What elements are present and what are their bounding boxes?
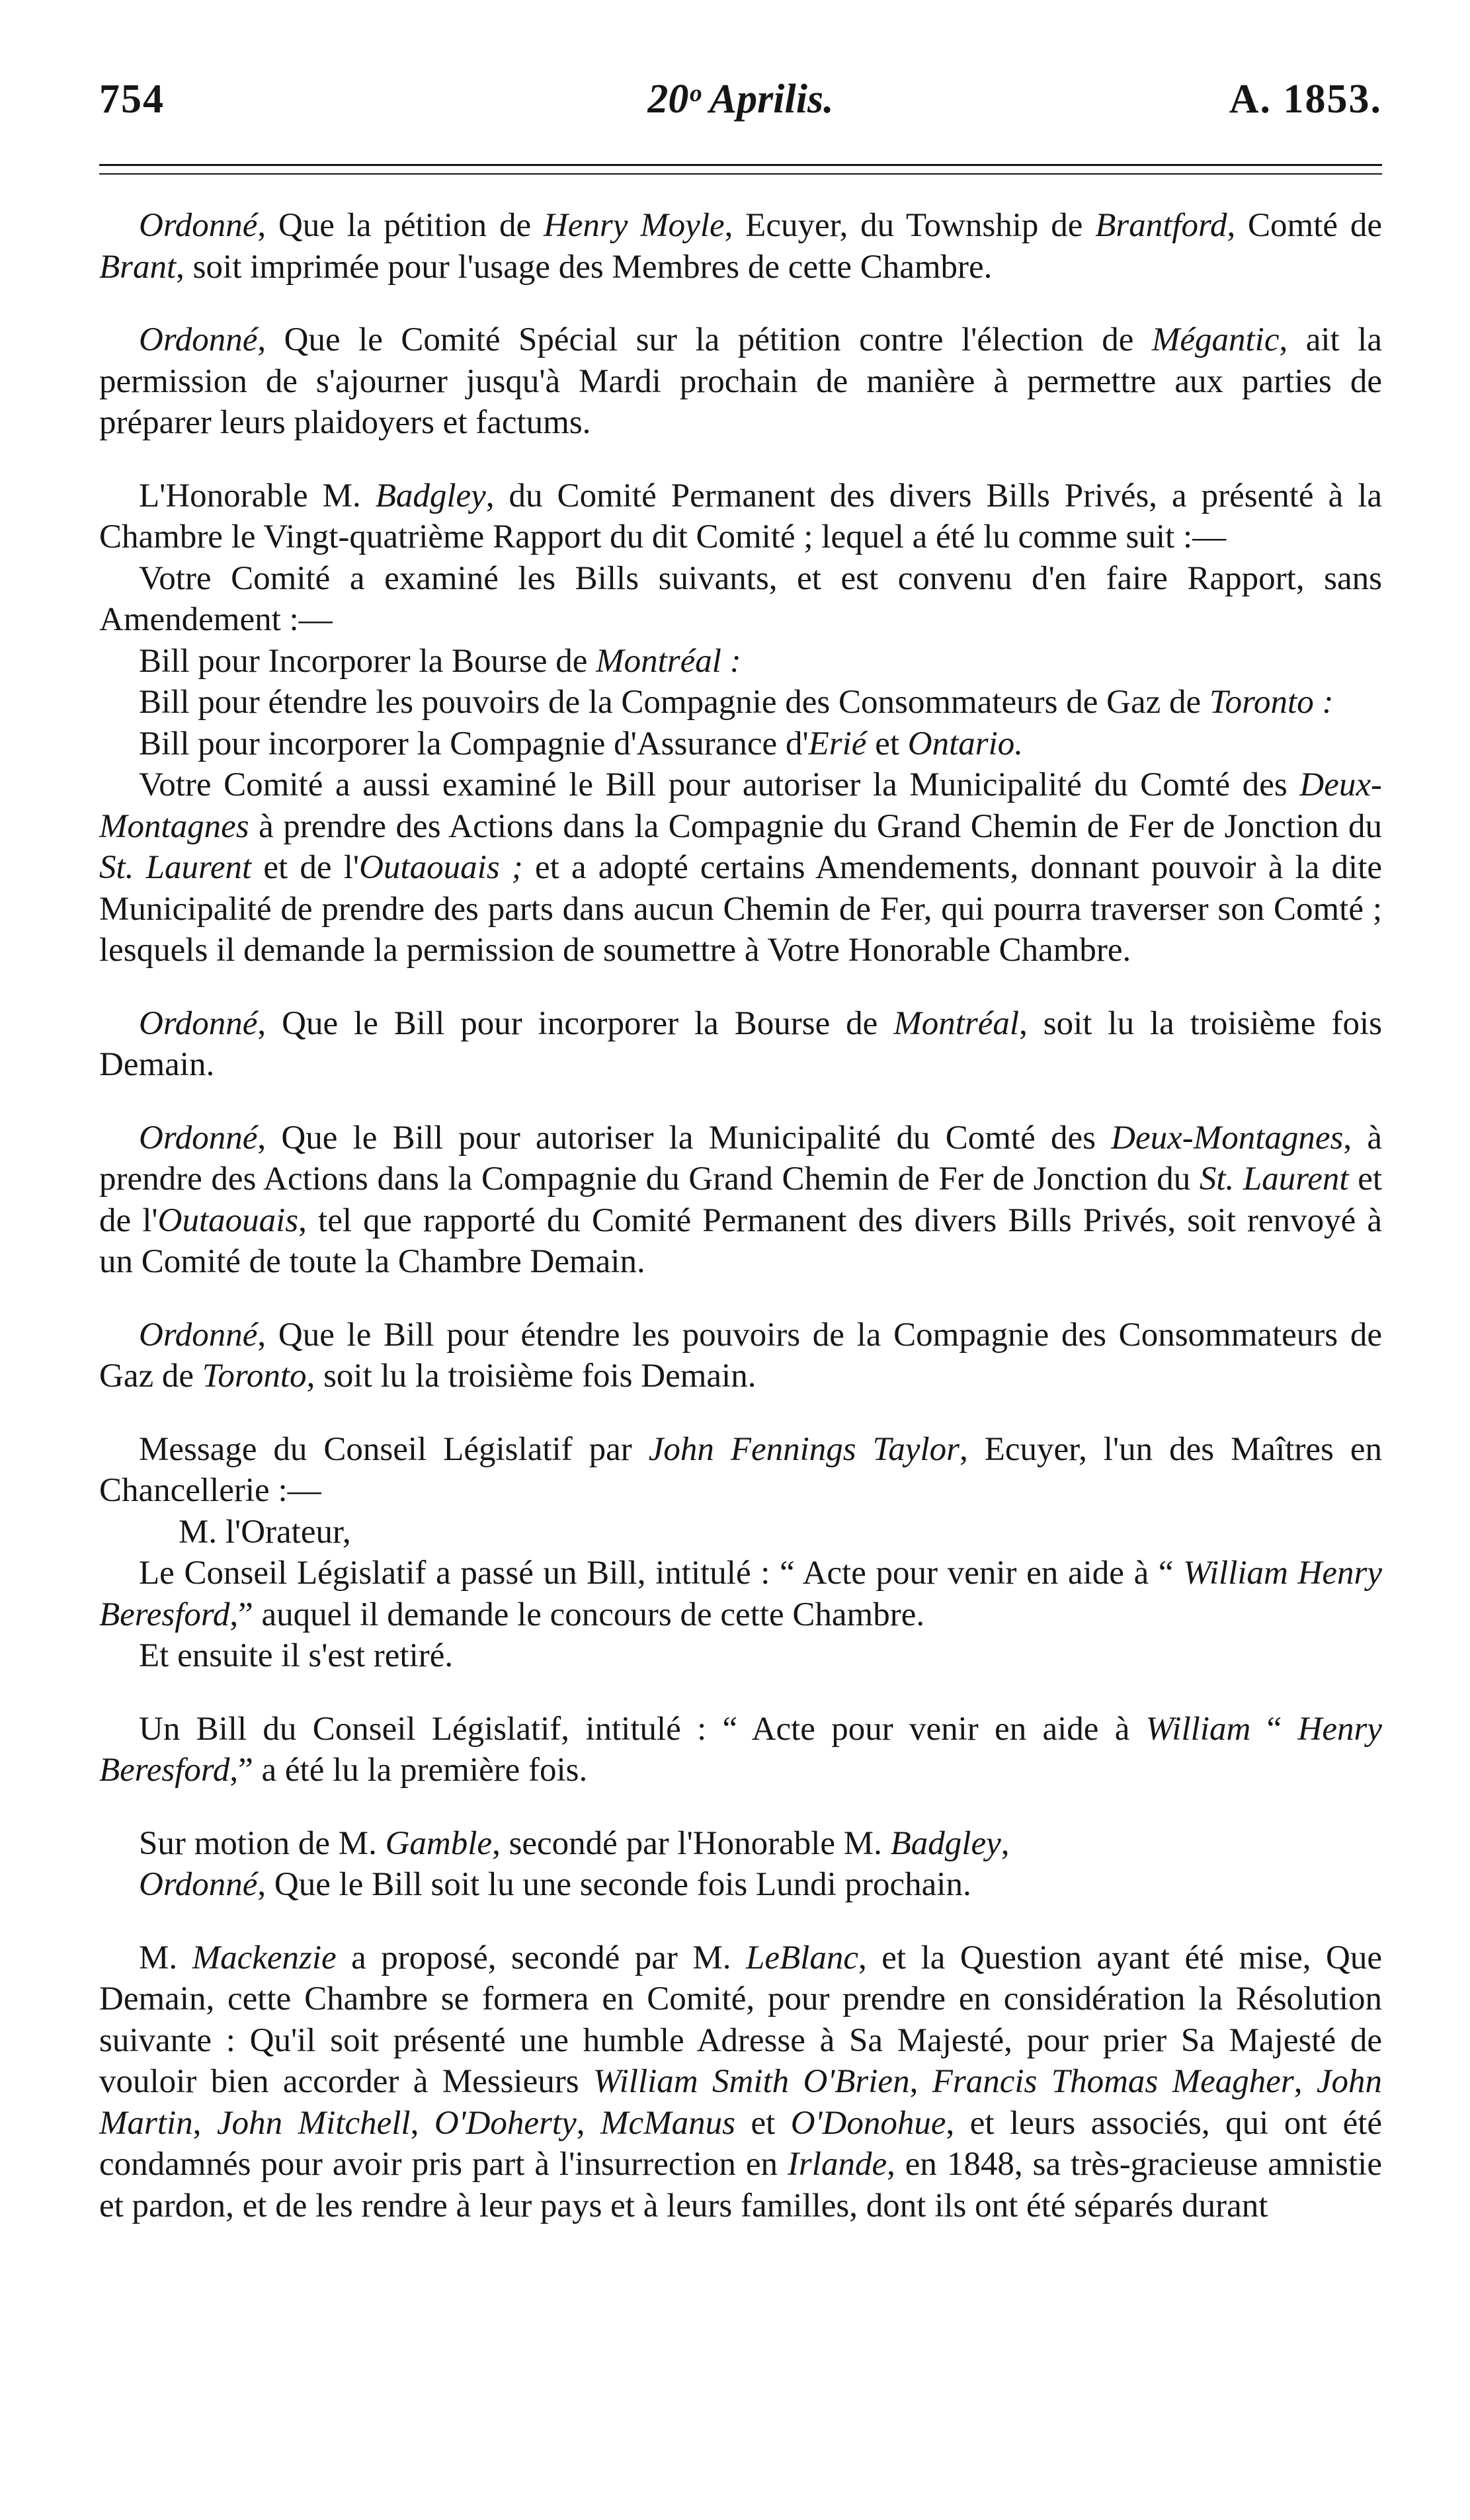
italic-text: William Henry Beresford (99, 1555, 1383, 1633)
italic-text: Deux-Montagnes (1111, 1119, 1344, 1157)
paragraph (99, 558, 1382, 641)
page-header (99, 76, 1382, 136)
italic-text: Brantford (1095, 207, 1227, 244)
text: Bill pour incorporer la Compagnie d'Assurance d' (139, 725, 809, 762)
text: , Ecuyer, l'un des Maîtres en Chancellerie :— (99, 1430, 1382, 1509)
text: , Que le Comité Spécial sur la pétition contre l'élection de (257, 321, 1152, 358)
italic-text: Ordonné (139, 321, 258, 358)
text: Un Bill du Conseil Législatif, intitulé : “ Acte pour venir en aide à (139, 1710, 1146, 1748)
paragraph (99, 1429, 1382, 1512)
text: , soit imprimée pour l'usage des Membres de cette Chambre. (176, 248, 993, 286)
text: a proposé, secondé par M. (336, 1939, 747, 1976)
text: , Comté de (1227, 207, 1382, 244)
paragraph (99, 475, 1382, 558)
text: M. l'Orateur, (179, 1513, 351, 1551)
italic-text: Ordonné (139, 1119, 258, 1157)
text: , ait la permission de s'ajourner jusqu'à Mardi prochain de manière à permettre aux parties de préparer leurs plaidoyers et factums. (99, 321, 1382, 441)
paragraph (99, 764, 1382, 971)
text: et de l' (251, 849, 360, 886)
text: Et ensuite il s'est retiré. (139, 1637, 454, 1674)
paragraph (99, 205, 1382, 288)
text: , du Comité Permanent des divers Bills Privés, a présenté à la Chambre le Vingt-quatrième Rapport du dit Comité ; lequel a été lu comme suit :— (99, 477, 1383, 555)
italic-text: St. Laurent (1199, 1160, 1349, 1198)
text: et (735, 2104, 791, 2142)
italic-text: Outaouais (157, 1201, 299, 1239)
text: , (576, 2104, 600, 2142)
italic-text: O'Doherty (434, 2104, 577, 2142)
paragraph (99, 723, 1382, 765)
italic-text: Toronto (202, 1358, 307, 1395)
document-body (99, 205, 1382, 2226)
paragraph (99, 641, 1382, 682)
text: , tel que rapporté du Comité Permanent des divers Bills Privés, soit renvoyé à un Comité de toute la Chambre Demain. (99, 1201, 1382, 1280)
italic-text: John Martin (99, 2063, 1383, 2142)
paragraph (99, 1823, 1382, 1865)
text: ,” auquel il demande le concours de cette Chambre. (229, 1596, 925, 1633)
italic-text: John Fennings Taylor (648, 1430, 960, 1468)
text: , (410, 2104, 434, 2142)
text: Bill pour étendre les pouvoirs de la Compagnie des Consommateurs de Gaz de (139, 684, 1209, 721)
paragraph (99, 1709, 1382, 1791)
paragraph (99, 682, 1382, 723)
italic-text: Toronto : (1209, 684, 1334, 721)
paragraph (99, 1553, 1382, 1635)
italic-text: Gamble (385, 1824, 493, 1862)
italic-text: Henry Beresford (99, 1710, 1382, 1789)
text: , (909, 2063, 932, 2100)
paragraph (99, 1512, 1382, 1553)
header-rule-thick (99, 164, 1382, 166)
text: , Ecuyer, du Township de (724, 207, 1096, 244)
text: , et la Question ayant été mise, Que Demain, cette Chambre se formera en Comité, pour prendre en considération la Résolution suivante : Qu'il soit présenté une humble Adresse à Sa Majesté, pour prier Sa Majesté de vouloir bien accorder à Messieurs (99, 1939, 1382, 2100)
text: , secondé par l'Honorable M. (492, 1824, 891, 1862)
text: Votre Comité a examiné les Bills suivants, et est convenu d'en faire Rapport, sans Amendement :— (99, 559, 1382, 638)
italic-text: McManus (600, 2104, 735, 2142)
text: Votre Comité a aussi examiné le Bill pour autoriser la Municipalité du Comté des (139, 766, 1300, 803)
italic-text: Henry Moyle (543, 207, 725, 244)
paragraph (99, 1003, 1382, 1086)
italic-text: Ordonné (139, 1316, 258, 1354)
italic-text: Badgley (375, 477, 486, 514)
italic-text: William (1145, 1710, 1251, 1748)
text: , Que le Bill pour étendre les pouvoirs de la Compagnie des Consommateurs de Gaz de (99, 1316, 1382, 1395)
header-date: 20ᵒ Aprilis. (647, 77, 834, 122)
text: et (866, 725, 908, 762)
paragraph (99, 319, 1382, 444)
text: , soit lu la troisième fois Demain. (99, 1004, 1382, 1083)
italic-text: Badgley (890, 1824, 1001, 1862)
paragraph (99, 1864, 1382, 1906)
paragraph (99, 1315, 1382, 1397)
text: , en 1848, sa très-gracieuse amnistie et pardon, et de les rendre à leur pays et à leurs familles, dont ils ont été séparés durant (99, 2146, 1382, 2224)
italic-text: Ordonné (139, 1866, 258, 1903)
header-rule-thin (99, 173, 1382, 175)
italic-text: Irlande (787, 2146, 887, 2183)
italic-text: John Mitchell (216, 2104, 411, 2142)
paragraph (99, 1635, 1382, 1677)
italic-text: Ordonné (139, 207, 258, 244)
text: , (1000, 1824, 1010, 1862)
italic-text: Montréal (893, 1004, 1020, 1042)
text: Bill pour Incorporer la Bourse de (139, 642, 596, 680)
header-year: A. 1853. (1229, 77, 1382, 122)
text: , Que la pétition de (257, 207, 544, 244)
text: , Que le Bill pour autoriser la Municipalité du Comté des (257, 1119, 1112, 1157)
text: , (192, 2104, 217, 2142)
text: , Que le Bill soit lu une seconde fois Lundi prochain. (257, 1866, 971, 1903)
text: et de l' (99, 1160, 1383, 1239)
text: Le Conseil Législatif a passé un Bill, intitulé : “ Acte pour venir en aide à “ (139, 1555, 1184, 1592)
page-number: 754 (99, 77, 165, 122)
text: à prendre des Actions dans la Compagnie du Grand Chemin de Fer de Jonction du (249, 807, 1382, 845)
italic-text: St. Laurent (99, 849, 252, 886)
italic-text: Francis Thomas Meagher (932, 2063, 1294, 2100)
text: , (1293, 2063, 1317, 2100)
paragraph (99, 1118, 1382, 1283)
text: “ (1250, 1710, 1298, 1748)
italic-text: William Smith O'Brien (592, 2063, 910, 2100)
text: , Que le Bill pour incorporer la Bourse de (257, 1004, 894, 1042)
text: , soit lu la troisième fois Demain. (306, 1358, 756, 1395)
italic-text: O'Donohue (790, 2104, 946, 2142)
text: L'Honorable M. (139, 477, 376, 514)
italic-text: LeBlanc (746, 1939, 858, 1976)
italic-text: Ordonné (139, 1004, 258, 1042)
text: Sur motion de M. (139, 1824, 386, 1862)
text: Message du Conseil Législatif par (139, 1430, 649, 1468)
text: et a adopté certains Amendements, donnant pouvoir à la dite Municipalité de prendre des parts dans aucun Chemin de Fer, qui pourra traverser son Comté ; lesquels il demande la permission de soumettre à Votre Honorable Chambre. (99, 849, 1382, 969)
italic-text: Mégantic (1151, 321, 1280, 358)
text: M. (139, 1939, 192, 1976)
italic-text: Deux-Montagnes (99, 766, 1382, 845)
italic-text: Mackenzie (192, 1939, 337, 1976)
italic-text: Montréal : (596, 642, 741, 680)
italic-text: Outaouais ; (359, 849, 523, 886)
italic-text: Brant (99, 248, 177, 286)
italic-text: Ontario. (907, 725, 1024, 762)
text: , à prendre des Actions dans la Compagnie du Grand Chemin de Fer de Jonction du (99, 1119, 1382, 1198)
text: ,” a été lu la première fois. (229, 1752, 588, 1789)
italic-text: Erié (808, 725, 867, 762)
text: , et leurs associés, qui ont été condamnés pour avoir pris part à l'insurrection en (99, 2104, 1383, 2183)
paragraph (99, 1937, 1382, 2227)
